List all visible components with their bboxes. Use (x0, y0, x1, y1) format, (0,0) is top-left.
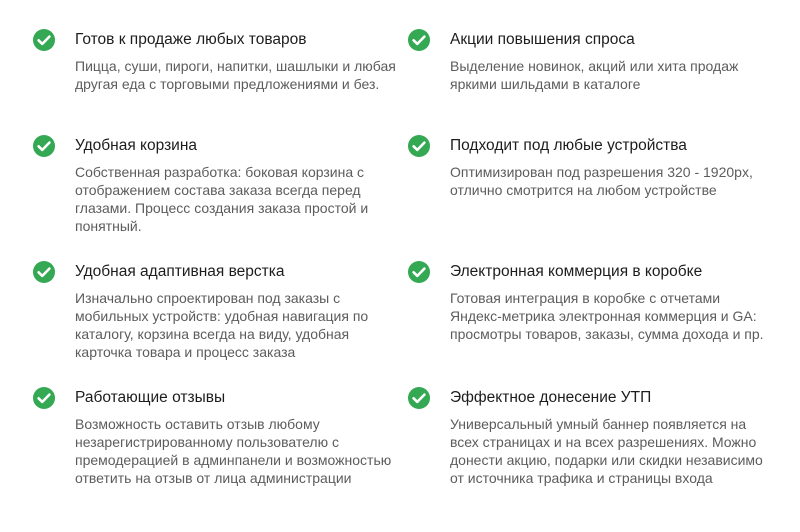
feature-title: Эффектное донесение УТП (450, 389, 652, 406)
check-circle-icon (32, 28, 56, 52)
feature-description: Выделение новинок, акций или хита продаж яркими шильдами в каталоге (450, 58, 739, 92)
feature-description: Изначально спроектирован под заказы с мобильных устройств: удобная навигация по каталогу, корзина всегда на виду, удобная карточка товара и процесс заказа (75, 290, 369, 360)
check-circle-icon (407, 260, 431, 284)
feature-title: Работающие отзывы (75, 389, 226, 406)
feature-title: Удобная адаптивная верстка (75, 263, 285, 280)
check-circle-icon (32, 386, 56, 410)
feature-description: Возможность оставить отзыв любому незарегистрированному пользователю с премодерацией в админпанели и возможностью ответить на отзыв от лица администрации (75, 416, 392, 486)
feature-title: Подходит под любые устройства (450, 137, 687, 154)
feature-description: Пицца, суши, пироги, напитки, шашлыки и любая другая еда с торговыми предложениями и без. (75, 58, 396, 92)
check-circle-icon (32, 260, 56, 284)
check-circle-icon (407, 28, 431, 52)
feature-title: Готов к продаже любых товаров (75, 31, 307, 48)
check-circle-icon (407, 134, 431, 158)
feature-title: Акции повышения спроса (450, 31, 635, 48)
feature-description: Универсальный умный баннер появляется на всех страницах и на всех разрешениях. Можно донести акцию, подарки или скидки независимо от источника трафика и страницы входа (450, 416, 763, 486)
feature-description: Собственная разработка: боковая корзина с отображением состава заказа всегда перед глазами. Процесс создания заказа простой и понятный. (75, 164, 369, 234)
check-circle-icon (32, 134, 56, 158)
check-circle-icon (407, 386, 431, 410)
feature-description: Готовая интеграция в коробке с отчетами Яндекс-метрика электронная коммерция и GA: просмотры товаров, заказы, сумма дохода и пр. (450, 290, 764, 342)
feature-title: Электронная коммерция в коробке (450, 263, 703, 280)
feature-description: Оптимизирован под разрешения 320 - 1920px, отлично смотрится на любом устройстве (450, 164, 753, 198)
feature-title: Удобная корзина (75, 137, 198, 154)
